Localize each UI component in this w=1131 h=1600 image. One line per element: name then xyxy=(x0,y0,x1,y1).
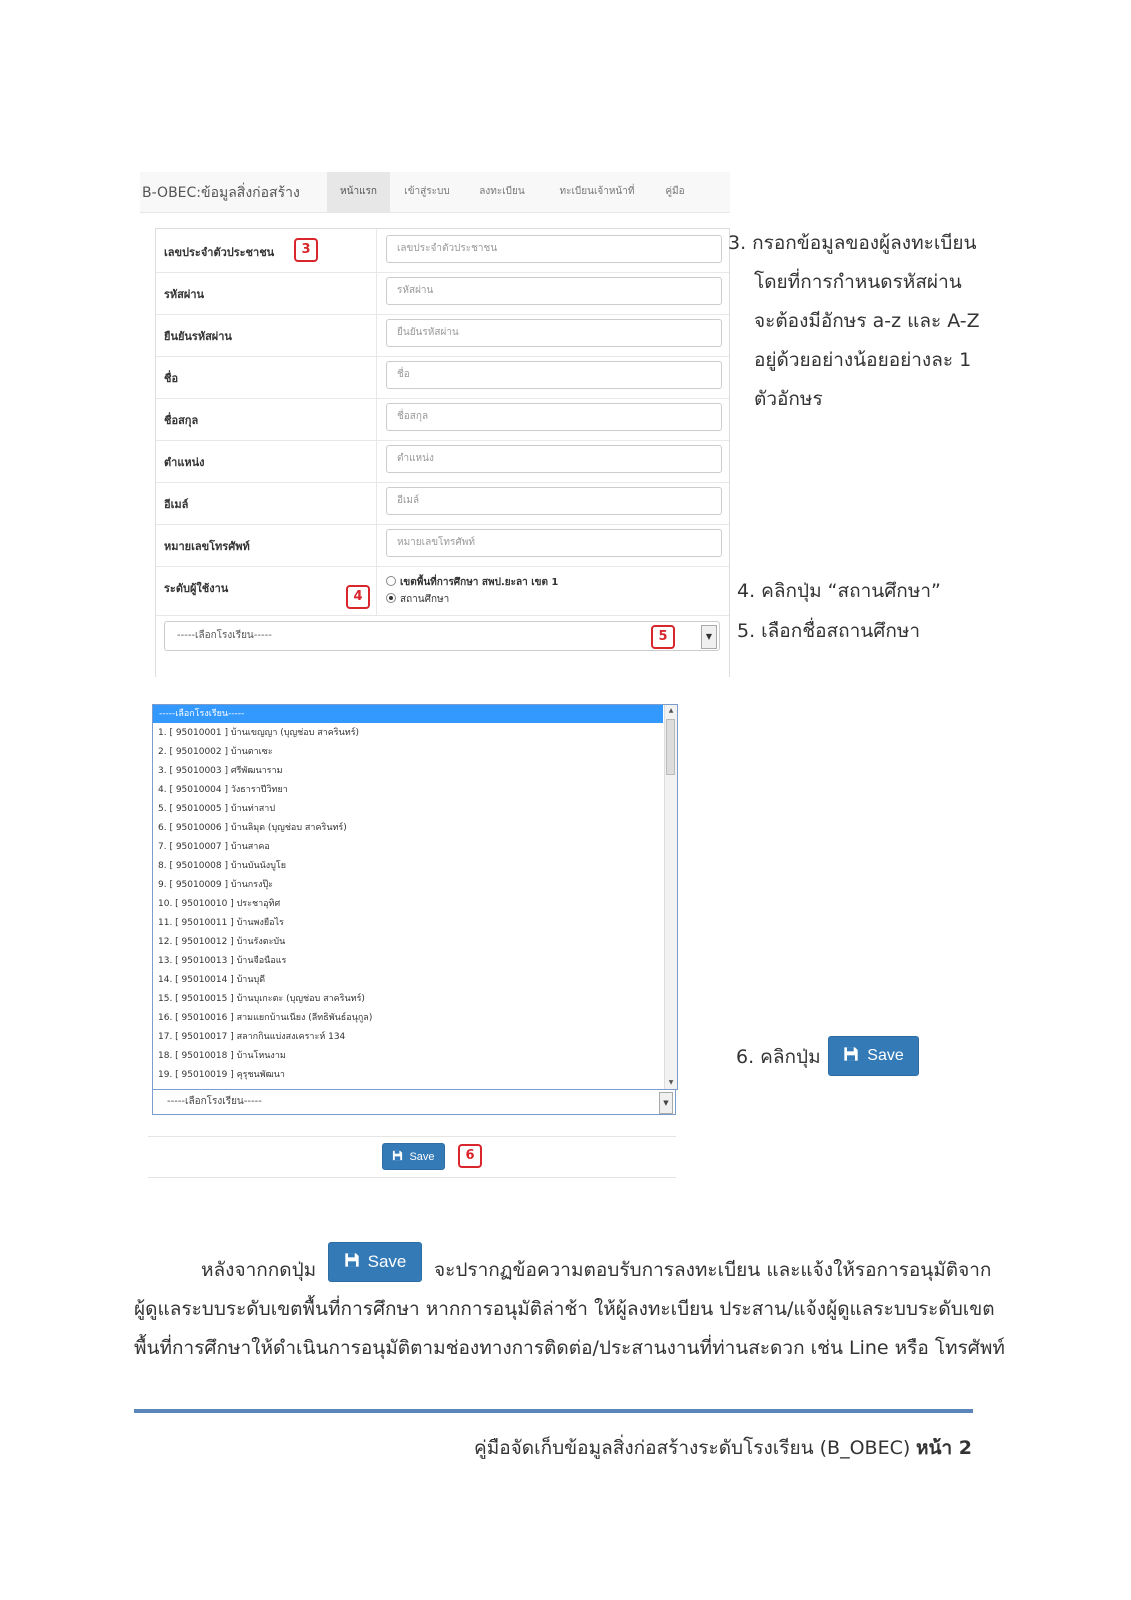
field-label: เลขประจำตัวประชาชน xyxy=(164,246,275,259)
list-item[interactable]: 3. [ 95010003 ] ศรีพัฒนาราม xyxy=(158,766,283,776)
list-item-highlighted[interactable]: -----เลือกโรงเรียน----- xyxy=(153,705,663,723)
tab-login[interactable]: เข้าสู่ระบบ xyxy=(404,186,450,197)
last-name-input[interactable]: ชื่อสกุล xyxy=(386,403,722,431)
form-row-email xyxy=(156,481,729,525)
navbar-brand[interactable]: B-OBEC:ข้อมูลสิ่งก่อสร้าง xyxy=(142,185,300,201)
instruction-step3-line3: จะต้องมีอักษร a-z และ A-Z xyxy=(754,310,980,332)
step-badge-3: 3 xyxy=(294,238,318,262)
list-item[interactable]: 1. [ 95010001 ] บ้านเขญญา (บุญช่อบ สาครินทร์) xyxy=(158,728,360,738)
form-row-school-select xyxy=(156,615,729,661)
step-badge-4: 4 xyxy=(346,585,370,609)
first-name-input[interactable]: ชื่อ xyxy=(386,361,722,389)
form-row-phone xyxy=(156,523,729,567)
school-select[interactable] xyxy=(164,621,720,651)
list-item[interactable]: 8. [ 95010008 ] บ้านบันนังบูโย xyxy=(158,861,287,871)
save-icon xyxy=(344,1252,360,1273)
radio-button-icon[interactable] xyxy=(386,576,396,586)
chevron-down-icon[interactable]: ▼ xyxy=(659,1092,673,1114)
field-label: อีเมล์ xyxy=(164,498,189,511)
school-select-value: -----เลือกโรงเรียน----- xyxy=(177,630,272,641)
list-item[interactable]: 10. [ 95010010 ] ประชาอุทิศ xyxy=(158,899,281,909)
field-label: หมายเลขโทรศัพท์ xyxy=(164,540,250,553)
footer-title: คู่มือจัดเก็บข้อมูลสิ่งก่อสร้างระดับโรงเรียน (B_OBEC) xyxy=(474,1437,911,1459)
confirm-password-input[interactable]: ยืนยันรหัสผ่าน xyxy=(386,319,722,347)
paragraph-line3: พื้นที่การศึกษาให้ดำเนินการอนุมัติตามช่องทางการติดต่อ/ประสานงานที่ท่านสะดวก เช่น Line หรือ โทรศัพท์ xyxy=(134,1337,1005,1359)
tab-manual[interactable]: คู่มือ xyxy=(665,186,685,197)
instruction-step3-line2: โดยที่การกำหนดรหัสผ่าน xyxy=(754,271,962,293)
list-item[interactable]: 11. [ 95010011 ] บ้านพงยือไร xyxy=(158,918,284,928)
chevron-down-icon[interactable]: ▼ xyxy=(701,625,717,649)
list-item[interactable]: 7. [ 95010007 ] บ้านสาคอ xyxy=(158,842,270,852)
list-item[interactable]: 14. [ 95010014 ] บ้านบุดี xyxy=(158,975,266,985)
field-label: ตำแหน่ง xyxy=(164,456,205,469)
instruction-step3-line4: อยู่ด้วยอย่างน้อยอย่างละ 1 xyxy=(754,349,972,371)
radio-district-office[interactable] xyxy=(386,575,558,590)
radio-school[interactable] xyxy=(386,592,449,607)
save-button-inline xyxy=(328,1242,422,1282)
tab-home[interactable]: หน้าแรก xyxy=(327,172,390,212)
form-row-first-name xyxy=(156,355,729,399)
save-icon xyxy=(392,1150,403,1164)
form-row-last-name xyxy=(156,397,729,441)
list-item[interactable]: 18. [ 95010018 ] บ้านโหนงาม xyxy=(158,1051,286,1061)
list-item[interactable]: 5. [ 95010005 ] บ้านท่าสาป xyxy=(158,804,276,814)
save-button-label: Save xyxy=(867,1047,904,1064)
password-input[interactable]: รหัสผ่าน xyxy=(386,277,722,305)
list-item[interactable]: 6. [ 95010006 ] บ้านลิมุด (บุญช่อบ สาครินทร์) xyxy=(158,823,347,833)
list-item[interactable]: 13. [ 95010013 ] บ้านจือนือแร xyxy=(158,956,287,966)
field-label: ชื่อ xyxy=(164,372,179,385)
list-item[interactable]: 19. [ 95010019 ] คุรุชนพัฒนา xyxy=(158,1070,285,1080)
form-row-user-level xyxy=(156,565,729,616)
instruction-step3-line1: 3. กรอกข้อมูลของผู้ลงทะเบียน xyxy=(728,232,977,254)
id-number-input[interactable]: เลขประจำตัวประชาชน xyxy=(386,235,722,263)
radio-button-selected-icon[interactable] xyxy=(386,593,396,603)
form-row-id-number xyxy=(156,229,729,273)
page-number: หน้า 2 xyxy=(916,1437,973,1459)
form-row-password xyxy=(156,271,729,315)
list-item[interactable]: 15. [ 95010015 ] บ้านบุเกะตะ (บุญช่อบ สาครินทร์) xyxy=(158,994,365,1004)
save-button[interactable] xyxy=(382,1143,445,1170)
list-item[interactable]: 4. [ 95010004 ] วังธาราปีวิทยา xyxy=(158,785,288,795)
field-label: รหัสผ่าน xyxy=(164,288,205,301)
instruction-step5: 5. เลือกชื่อสถานศึกษา xyxy=(737,620,921,642)
paragraph-line1-before: หลังจากกดปุ่ม xyxy=(201,1259,317,1281)
save-icon xyxy=(843,1046,859,1067)
save-button-label: Save xyxy=(409,1150,435,1163)
list-item[interactable]: 9. [ 95010009 ] บ้านกรงปุ๊ะ xyxy=(158,880,274,890)
scroll-up-icon[interactable]: ▲ xyxy=(668,707,674,714)
footer-rule xyxy=(134,1409,973,1413)
list-item[interactable]: 12. [ 95010012 ] บ้านรังตะบัน xyxy=(158,937,286,947)
step-badge-6: 6 xyxy=(458,1144,482,1168)
list-item[interactable]: 17. [ 95010017 ] สลากกินแบ่งสงเคราะห์ 134 xyxy=(158,1032,346,1042)
instruction-step6: 6. คลิกปุ่ม xyxy=(736,1046,821,1068)
radio-label: เขตพื้นที่การศึกษา สพป.ยะลา เขต 1 xyxy=(400,577,559,588)
form-row-position xyxy=(156,439,729,483)
paragraph-line2: ผู้ดูแลระบบระดับเขตพื้นที่การศึกษา หากการอนุมัติล่าช้า ให้ผู้ลงทะเบียน ประสาน/แจ้งผู้ดูแลระบบระดับเขต xyxy=(134,1298,995,1320)
scroll-down-icon[interactable]: ▼ xyxy=(668,1079,674,1086)
list-item[interactable]: 2. [ 95010002 ] บ้านตาเซะ xyxy=(158,747,273,757)
position-input[interactable]: ตำแหน่ง xyxy=(386,445,722,473)
school-select-collapsed[interactable] xyxy=(152,1089,676,1115)
email-input[interactable]: อีเมล์ xyxy=(386,487,722,515)
paragraph-line1-after: จะปรากฏข้อความตอบรับการลงทะเบียน และแจ้งให้รอการอนุมัติจาก xyxy=(434,1259,992,1281)
instruction-step4: 4. คลิกปุ่ม “สถานศึกษา” xyxy=(737,580,941,602)
field-label: ระดับผู้ใช้งาน xyxy=(164,582,229,595)
step-badge-5: 5 xyxy=(651,625,675,649)
school-dropdown-list[interactable] xyxy=(152,704,678,1090)
divider xyxy=(148,1136,676,1137)
scrollbar[interactable] xyxy=(664,705,677,1089)
tab-register[interactable]: ลงทะเบียน xyxy=(479,186,525,197)
tab-staff-registry[interactable]: ทะเบียนเจ้าหน้าที่ xyxy=(559,186,635,197)
scrollbar-thumb[interactable] xyxy=(666,719,675,775)
save-button-label: Save xyxy=(367,1252,407,1271)
field-label: ชื่อสกุล xyxy=(164,414,199,427)
form-row-confirm-password xyxy=(156,313,729,357)
instruction-step3-line5: ตัวอักษร xyxy=(754,388,823,410)
field-label: ยืนยันรหัสผ่าน xyxy=(164,330,232,343)
list-item[interactable]: 16. [ 95010016 ] สามแยกบ้านเนียง (ลีทธิพันธ์อนุกูล) xyxy=(158,1013,373,1023)
registration-form xyxy=(155,228,730,677)
navbar xyxy=(140,172,730,213)
phone-input[interactable]: หมายเลขโทรศัพท์ xyxy=(386,529,722,557)
school-select-value: -----เลือกโรงเรียน----- xyxy=(167,1096,262,1107)
save-button-example xyxy=(828,1036,919,1076)
radio-label: สถานศึกษา xyxy=(400,594,450,605)
divider xyxy=(148,1177,676,1178)
